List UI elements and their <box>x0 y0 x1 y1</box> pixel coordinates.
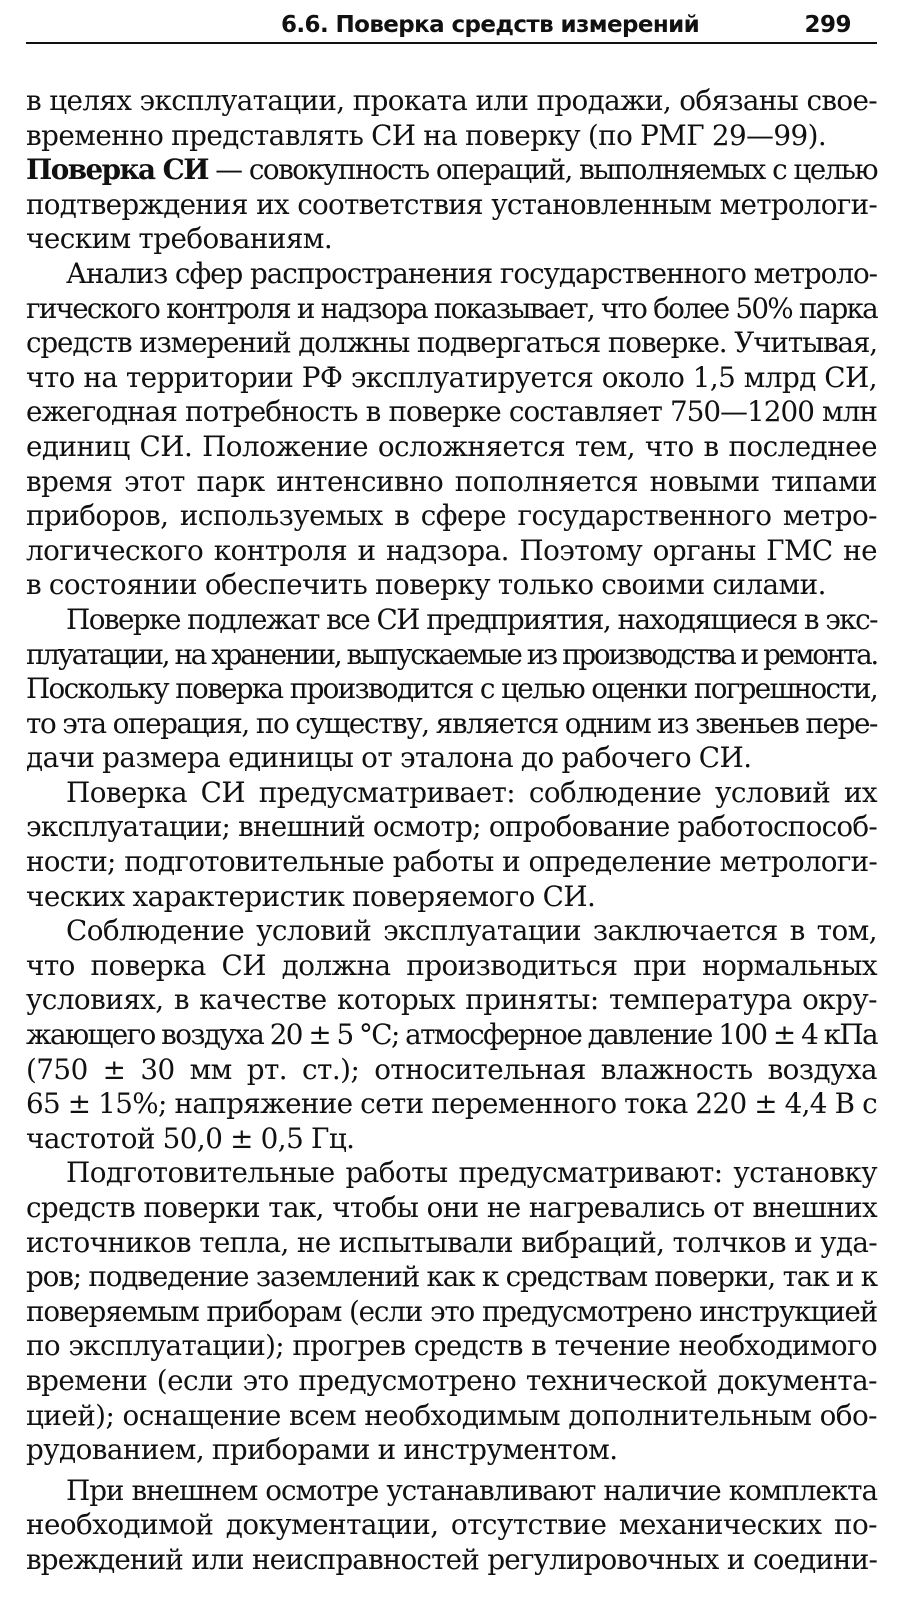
page-number: 299 <box>804 12 851 38</box>
text-line: единиц СИ. Положение осложняется тем, что в последнее <box>26 429 877 463</box>
text-line: что поверка СИ должна производиться при нормальных <box>26 948 877 982</box>
text-line: что на территории РФ эксплуатируется около 1,5 млрд СИ, <box>26 360 877 394</box>
text-line: эксплуатации; внешний осмотр; опробование работоспособ- <box>26 810 877 844</box>
text-line: цией); оснащение всем необходимым дополнительным обо- <box>26 1398 877 1432</box>
text-line: ности; подготовительные работы и определение метрологи- <box>26 845 877 879</box>
text-line: источников тепла, не испытывали вибраций, толчков и уда- <box>26 1225 877 1259</box>
running-head <box>26 8 877 44</box>
text-line: время этот парк интенсивно пополняется новыми типами <box>26 464 877 498</box>
text-line: в целях эксплуатации, проката или продажи, обязаны свое- <box>26 84 877 117</box>
definition-text: — совокупность операций, выполняемых с целью <box>207 153 877 187</box>
text-line: частотой 50,0 ± 0,5 Гц. <box>26 1121 355 1155</box>
text-line: приборов, используемых в сфере государственного метро- <box>26 499 877 533</box>
text-line: плуатации, на хранении, выпускаемые из производства и ремонта. <box>26 637 877 671</box>
text-line: Поверке подлежат все СИ предприятия, находящиеся в экс- <box>66 602 877 636</box>
text-line: логического контроля и надзора. Поэтому органы ГМС не <box>26 533 877 567</box>
paragraph-7 <box>26 1474 877 1578</box>
text-line: гического контроля и надзора показывает, что более 50% парка <box>26 291 877 325</box>
text-line: вреждений или неисправностей регулировочных и соедини- <box>26 1542 877 1576</box>
text-line: рудованием, приборами и инструментом. <box>26 1433 618 1467</box>
text-line: средств измерений должны подвергаться поверке. Учитывая, <box>26 326 877 360</box>
paragraph-1 <box>26 84 877 257</box>
text-line: условиях, в качестве которых приняты: температура окру- <box>26 983 877 1017</box>
text-line: Подготовительные работы предусматривают: установку <box>66 1156 877 1190</box>
text-line: средств поверки так, чтобы они не нагревались от внешних <box>26 1191 877 1224</box>
text-line: Поверка СИ предусматривает: соблюдение условий их <box>66 775 877 809</box>
text-line: ческим требованиям. <box>26 222 333 256</box>
body-text <box>26 84 877 1578</box>
paragraph-5 <box>26 914 877 1156</box>
text-line: подтверждения их соответствия установленным метрологи- <box>26 187 877 221</box>
text-line: ческих характеристик поверяемого СИ. <box>26 879 596 913</box>
text-line: в состоянии обеспечить поверку только своими силами. <box>26 568 826 602</box>
text-line: Анализ сфер распространения государственного метроло- <box>66 256 877 290</box>
text-line: дачи размера единицы от эталона до рабочего СИ. <box>26 741 752 775</box>
text-line: по эксплуатации); прогрев средств в течение необходимого <box>26 1329 877 1363</box>
paragraph-3 <box>26 603 877 776</box>
text-line: (750 ± 30 мм рт. ст.); относительная влажность воздуха <box>26 1052 877 1086</box>
section-title: 6.6. Поверка средств измерений <box>281 12 700 38</box>
text-line: ров; подведение заземлений как к средствам поверки, так и к <box>26 1260 877 1294</box>
paragraph-6 <box>26 1156 877 1467</box>
text-line: поверяемым приборам (если это предусмотрено инструкцией <box>26 1294 877 1328</box>
text-line: времени (если это предусмотрено технической документа- <box>26 1363 877 1397</box>
paragraph-2 <box>26 257 877 603</box>
paragraph-4 <box>26 776 877 914</box>
text-line: необходимой документации, отсутствие механических по- <box>26 1508 877 1542</box>
text-line: 65 ± 15%; напряжение сети переменного тока 220 ± 4,4 В с <box>26 1087 877 1121</box>
text-line: Соблюдение условий эксплуатации заключается в том, <box>66 914 877 948</box>
definition-line <box>26 153 877 188</box>
defined-term: Поверка СИ <box>26 153 208 187</box>
text-line: жающего воздуха 20 ± 5 °С; атмосферное давление 100 ± 4 кПа <box>26 1018 877 1052</box>
text-line: Поскольку поверка производится с целью оценки погрешности, <box>26 672 877 706</box>
text-line: ежегодная потребность в поверке составляет 750—1200 млн <box>26 395 877 429</box>
text-line: временно представлять СИ на поверку (по РМГ 29—99). <box>26 118 827 152</box>
text-line: При внешнем осмотре устанавливают наличие комплекта <box>66 1473 877 1507</box>
text-line: то эта операция, по существу, является одним из звеньев пере- <box>26 706 877 740</box>
